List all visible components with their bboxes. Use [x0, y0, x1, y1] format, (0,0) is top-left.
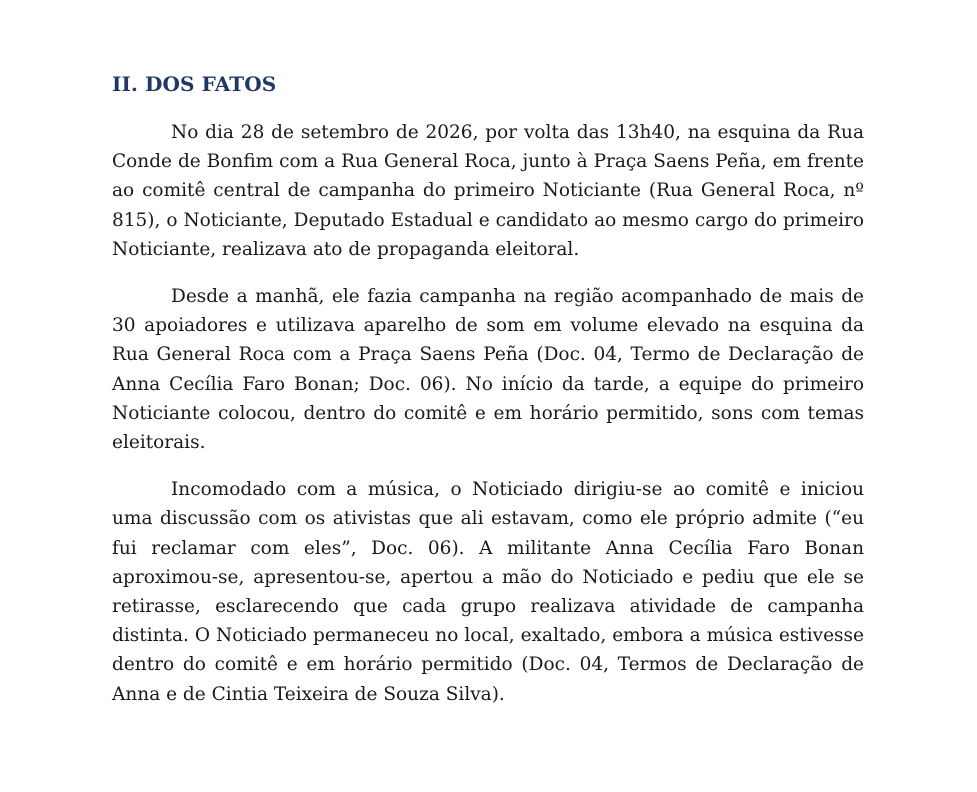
document-page	[112, 70, 864, 727]
paragraph-3: Incomodado com a música, o Noticiado dirigiu-se ao comitê e iniciou uma discussão com os ativistas que ali estavam, como ele próprio admite (“eu fui reclamar com eles”, Doc. 06). A militante Anna Cecília Faro Bonan aproximou-se, apresentou-se, apertou a mão do Noticiado e pediu que ele se retirasse, esclarecendo que cada grupo realizava atividade de campanha distinta. O Noticiado permaneceu no local, exaltado, embora a música estivesse dentro do comitê e em horário permitido (Doc. 04, Termos de Declaração de Anna e de Cintia Teixeira de Souza Silva).	[112, 479, 864, 705]
section-heading: II. DOS FATOS	[112, 72, 277, 96]
paragraph-2: Desde a manhã, ele fazia campanha na região acompanhado de mais de 30 apoiadores e utilizava aparelho de som em volume elevado na esquina da Rua General Roca com a Praça Saens Peña (Doc. 04, Termo de Declaração de Anna Cecília Faro Bonan; Doc. 06). No início da tarde, a equipe do primeiro Noticiante colocou, dentro do comitê e em horário permitido, sons com temas eleitorais.	[112, 286, 864, 454]
paragraph-1: No dia 28 de setembro de 2026, por volta das 13h40, na esquina da Rua Conde de Bonfim com a Rua General Roca, junto à Praça Saens Peña, em frente ao comitê central de campanha do primeiro Noticiante (Rua General Roca, nº 815), o Noticiante, Deputado Estadual e candidato ao mesmo cargo do primeiro Noticiante, realizava ato de propaganda eleitoral.	[112, 122, 864, 260]
